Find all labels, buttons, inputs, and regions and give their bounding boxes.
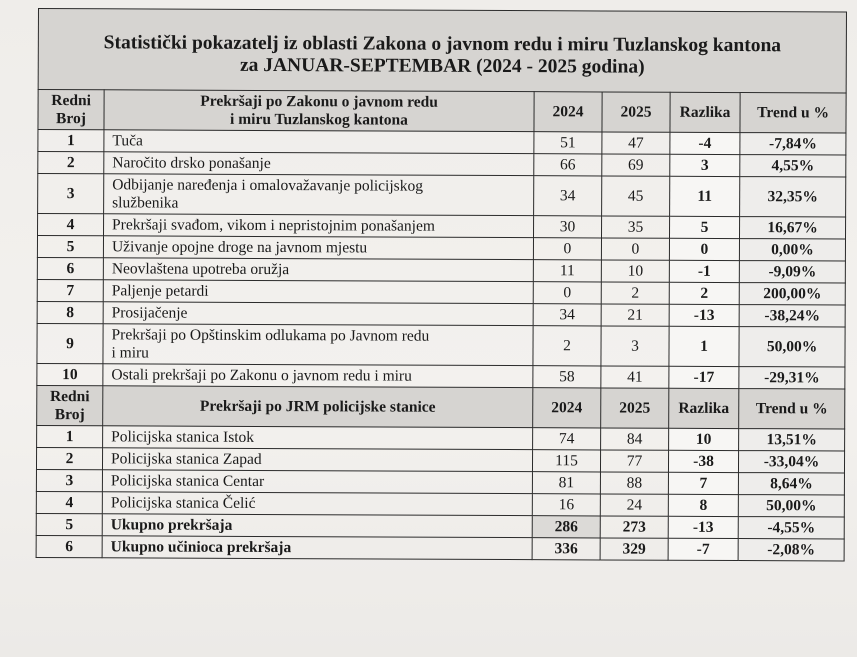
row-number-cell: 4 bbox=[38, 214, 104, 236]
value-cell: 2 bbox=[533, 326, 601, 366]
value-cell: 273 bbox=[600, 516, 668, 538]
row-name-cell: Policijska stanica Čelić bbox=[102, 492, 532, 516]
difference-cell: -1 bbox=[669, 260, 739, 282]
value-cell: 69 bbox=[602, 154, 670, 176]
difference-cell: 11 bbox=[670, 176, 740, 216]
table-row bbox=[38, 174, 846, 218]
value-cell: 84 bbox=[601, 428, 669, 450]
value-cell: 88 bbox=[600, 472, 668, 494]
value-cell: 11 bbox=[533, 260, 601, 282]
value-cell: 21 bbox=[601, 304, 669, 326]
row-number-cell: 6 bbox=[36, 535, 102, 557]
value-cell: 45 bbox=[602, 176, 670, 216]
value-cell: 58 bbox=[533, 366, 601, 388]
value-cell: 0 bbox=[533, 282, 601, 304]
value-cell: 51 bbox=[534, 132, 602, 154]
value-cell: 10 bbox=[601, 260, 669, 282]
header-redni-broj-2: Redni Broj bbox=[37, 385, 103, 425]
value-cell: 74 bbox=[533, 428, 601, 450]
value-cell: 0 bbox=[601, 238, 669, 260]
row-number-cell: 8 bbox=[37, 301, 103, 323]
row-name-cell: Neovlaštena upotreba oružja bbox=[103, 258, 533, 282]
value-cell: 0 bbox=[533, 238, 601, 260]
value-cell: 115 bbox=[532, 450, 600, 472]
value-cell: 35 bbox=[602, 216, 670, 238]
header-category: Prekršaji po Zakonu o javnom redu i miru Tuzlanskog kantona bbox=[104, 90, 534, 132]
row-number-cell: 3 bbox=[36, 469, 102, 491]
difference-cell: -7 bbox=[668, 538, 738, 560]
trend-cell: 50,00% bbox=[739, 327, 845, 367]
difference-cell: 3 bbox=[670, 154, 740, 176]
difference-cell: -17 bbox=[669, 366, 739, 388]
header-year-2025-2: 2025 bbox=[601, 388, 669, 428]
trend-cell: 16,67% bbox=[740, 217, 846, 239]
row-number-cell: 9 bbox=[37, 323, 103, 363]
row-name-cell: Uživanje opojne droge na javnom mjestu bbox=[103, 236, 533, 260]
row-number-cell: 10 bbox=[37, 363, 103, 385]
row-name-cell: Prekršaji po Opštinskim odlukama po Javnom redu i miru bbox=[103, 324, 533, 366]
row-name-cell: Policijska stanica Zapad bbox=[102, 448, 532, 472]
statistics-document bbox=[35, 8, 846, 644]
row-name-cell: Naročito drsko ponašanje bbox=[104, 152, 534, 176]
trend-cell: -29,31% bbox=[739, 367, 845, 389]
value-cell: 41 bbox=[601, 366, 669, 388]
row-name-cell: Paljenje petardi bbox=[103, 280, 533, 304]
trend-cell: 50,00% bbox=[738, 495, 844, 517]
row-number-cell: 4 bbox=[36, 491, 102, 513]
header-trend-2: Trend u % bbox=[739, 389, 845, 429]
row-name-cell: Prekršaji svađom, vikom i nepristojnim ponašanjem bbox=[104, 214, 534, 238]
value-cell: 286 bbox=[532, 516, 600, 538]
trend-cell: 13,51% bbox=[739, 429, 845, 451]
trend-cell: -4,55% bbox=[738, 517, 844, 539]
difference-cell: 1 bbox=[669, 326, 739, 366]
value-cell: 77 bbox=[600, 450, 668, 472]
header-year-2025: 2025 bbox=[602, 92, 670, 132]
value-cell: 66 bbox=[534, 154, 602, 176]
value-cell: 3 bbox=[601, 326, 669, 366]
row-number-cell: 1 bbox=[38, 130, 104, 152]
header-razlika: Razlika bbox=[670, 92, 740, 132]
difference-cell: -13 bbox=[668, 516, 738, 538]
table-row-total-offenders bbox=[36, 535, 844, 561]
value-cell: 24 bbox=[600, 494, 668, 516]
trend-cell: -9,09% bbox=[739, 261, 845, 283]
value-cell: 34 bbox=[534, 176, 602, 216]
row-number-cell: 3 bbox=[38, 174, 104, 214]
row-name-cell: Ostali prekršaji po Zakonu o javnom redu i miru bbox=[103, 364, 533, 388]
trend-cell: 4,55% bbox=[740, 155, 846, 177]
row-number-cell: 2 bbox=[38, 152, 104, 174]
header-trend: Trend u % bbox=[740, 93, 846, 133]
value-cell: 34 bbox=[533, 304, 601, 326]
table-row bbox=[37, 323, 845, 367]
row-number-cell: 6 bbox=[37, 257, 103, 279]
difference-cell: 8 bbox=[668, 494, 738, 516]
value-cell: 2 bbox=[601, 282, 669, 304]
row-number-cell: 7 bbox=[37, 279, 103, 301]
difference-cell: 0 bbox=[669, 238, 739, 260]
header-year-2024: 2024 bbox=[534, 92, 602, 132]
trend-cell: 200,00% bbox=[739, 283, 845, 305]
difference-cell: 10 bbox=[669, 428, 739, 450]
trend-cell: -38,24% bbox=[739, 305, 845, 327]
row-name-cell: Policijska stanica Centar bbox=[102, 470, 532, 494]
header-year-2024-2: 2024 bbox=[533, 388, 601, 428]
title-line-1: Statistički pokazatelj iz oblasti Zakona o javnom redu i miru Tuzlanskog kantona bbox=[103, 32, 782, 57]
row-number-cell: 5 bbox=[37, 236, 103, 258]
trend-cell: 0,00% bbox=[739, 239, 845, 261]
header-redni-broj: Redni Broj bbox=[38, 90, 104, 130]
value-cell: 30 bbox=[534, 216, 602, 238]
table-title bbox=[38, 9, 846, 94]
row-name-cell: Tuča bbox=[104, 130, 534, 154]
title-line-2: za JANUAR-SEPTEMBAR (2024 - 2025 godina) bbox=[239, 54, 645, 78]
row-name-cell: Policijska stanica Istok bbox=[103, 426, 533, 450]
value-cell: 336 bbox=[532, 538, 600, 560]
value-cell: 16 bbox=[532, 494, 600, 516]
difference-cell: -38 bbox=[668, 450, 738, 472]
value-cell: 47 bbox=[602, 132, 670, 154]
row-name-cell: Ukupno prekršaja bbox=[102, 514, 532, 538]
difference-cell: -13 bbox=[669, 304, 739, 326]
trend-cell: -33,04% bbox=[738, 451, 844, 473]
trend-cell: 32,35% bbox=[740, 177, 846, 217]
row-name-cell: Odbijanje naređenja i omalovažavanje policijskog službenika bbox=[104, 174, 534, 216]
trend-cell: 8,64% bbox=[738, 473, 844, 495]
row-name-cell: Prosijačenje bbox=[103, 302, 533, 326]
trend-cell: -7,84% bbox=[740, 133, 846, 155]
value-cell: 329 bbox=[600, 538, 668, 560]
row-number-cell: 1 bbox=[37, 425, 103, 447]
difference-cell: 2 bbox=[669, 282, 739, 304]
header-category-2: Prekršaji po JRM policijske stanice bbox=[103, 386, 533, 428]
row-number-cell: 5 bbox=[36, 513, 102, 535]
trend-cell: -2,08% bbox=[738, 539, 844, 561]
difference-cell: 5 bbox=[670, 216, 740, 238]
statistics-table bbox=[36, 8, 847, 562]
header-razlika-2: Razlika bbox=[669, 388, 739, 428]
value-cell: 81 bbox=[532, 472, 600, 494]
difference-cell: -4 bbox=[670, 132, 740, 154]
row-number-cell: 2 bbox=[36, 447, 102, 469]
row-name-cell: Ukupno učinioca prekršaja bbox=[102, 536, 532, 560]
difference-cell: 7 bbox=[668, 472, 738, 494]
